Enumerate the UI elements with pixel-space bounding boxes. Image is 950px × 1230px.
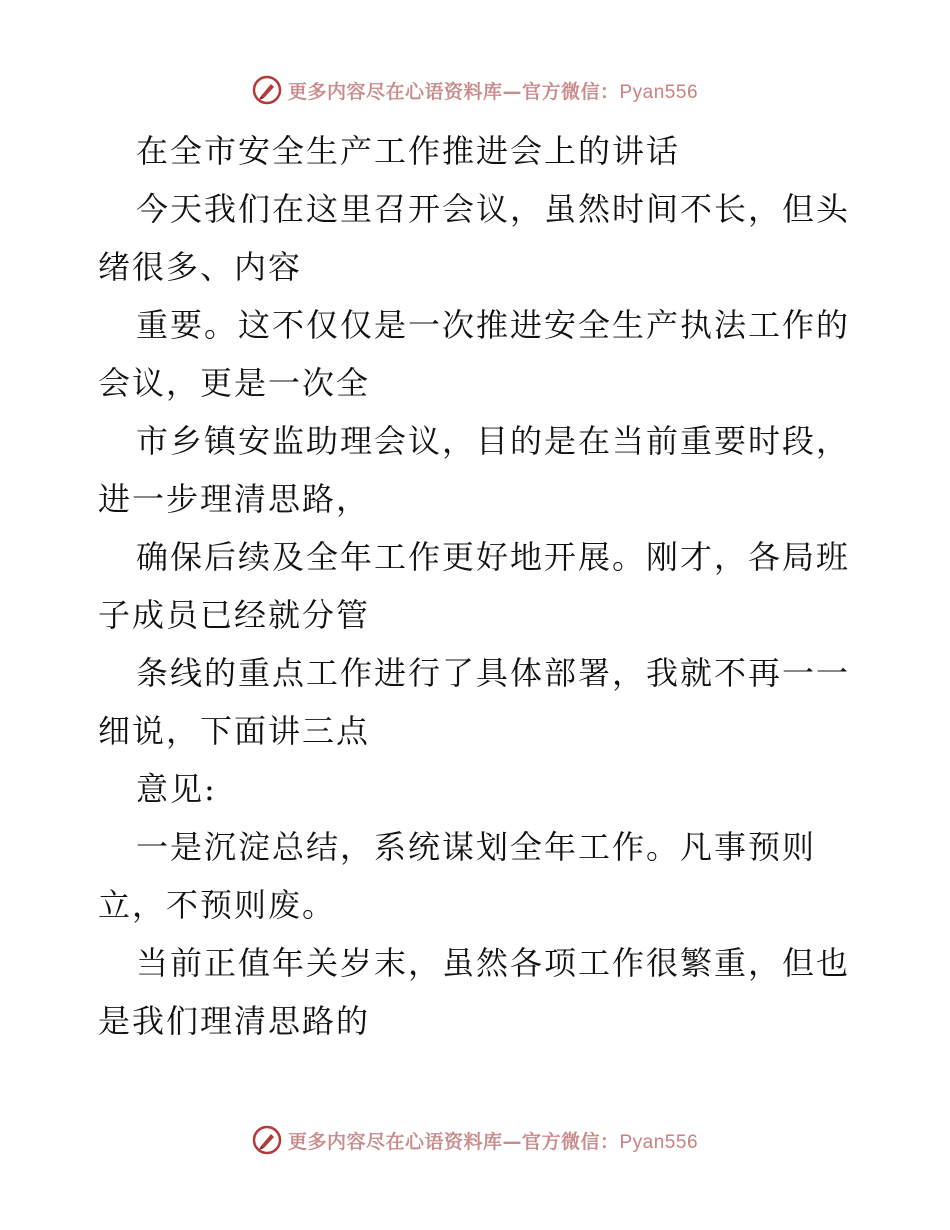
header-banner xyxy=(0,70,950,110)
doc-line: 条线的重点工作进行了具体部署，我就不再一一 xyxy=(136,654,851,692)
document-body xyxy=(98,122,858,1050)
footer-wechat-account: Pyan556 xyxy=(619,1131,699,1153)
doc-line: 立，不预则废。 xyxy=(98,886,337,924)
footer-banner xyxy=(0,1120,950,1160)
footer-banner-text: 更多内容尽在心语资料库—官方微信：Pyan556 xyxy=(287,1130,699,1153)
doc-line: 今天我们在这里召开会议，虽然时间不长，但头 xyxy=(136,190,851,228)
doc-line: 会议，更是一次全 xyxy=(98,364,371,402)
doc-line: 确保后续及全年工作更好地开展。刚才，各局班 xyxy=(136,538,851,576)
pen-logo-icon xyxy=(252,1125,282,1155)
doc-line: 当前正值年关岁末，虽然各项工作很繁重，但也 xyxy=(136,944,851,982)
doc-line: 市乡镇安监助理会议，目的是在当前重要时段， xyxy=(136,422,851,460)
doc-line: 意见: xyxy=(136,770,217,808)
doc-line: 绪很多、内容 xyxy=(98,248,303,286)
doc-line: 一是沉淀总结，系统谋划全年工作。凡事预则 xyxy=(136,828,817,866)
header-banner-text: 更多内容尽在心语资料库—官方微信：Pyan556 xyxy=(287,80,699,103)
doc-line: 在全市安全生产工作推进会上的讲话 xyxy=(136,132,681,170)
doc-line: 细说，下面讲三点 xyxy=(98,712,371,750)
header-wechat-account: Pyan556 xyxy=(619,81,699,103)
pen-logo-icon xyxy=(252,75,282,105)
doc-line: 子成员已经就分管 xyxy=(98,596,371,634)
doc-line: 进一步理清思路， xyxy=(98,480,371,518)
doc-line: 重要。这不仅仅是一次推进安全生产执法工作的 xyxy=(136,306,851,344)
doc-line: 是我们理清思路的 xyxy=(98,1002,371,1040)
